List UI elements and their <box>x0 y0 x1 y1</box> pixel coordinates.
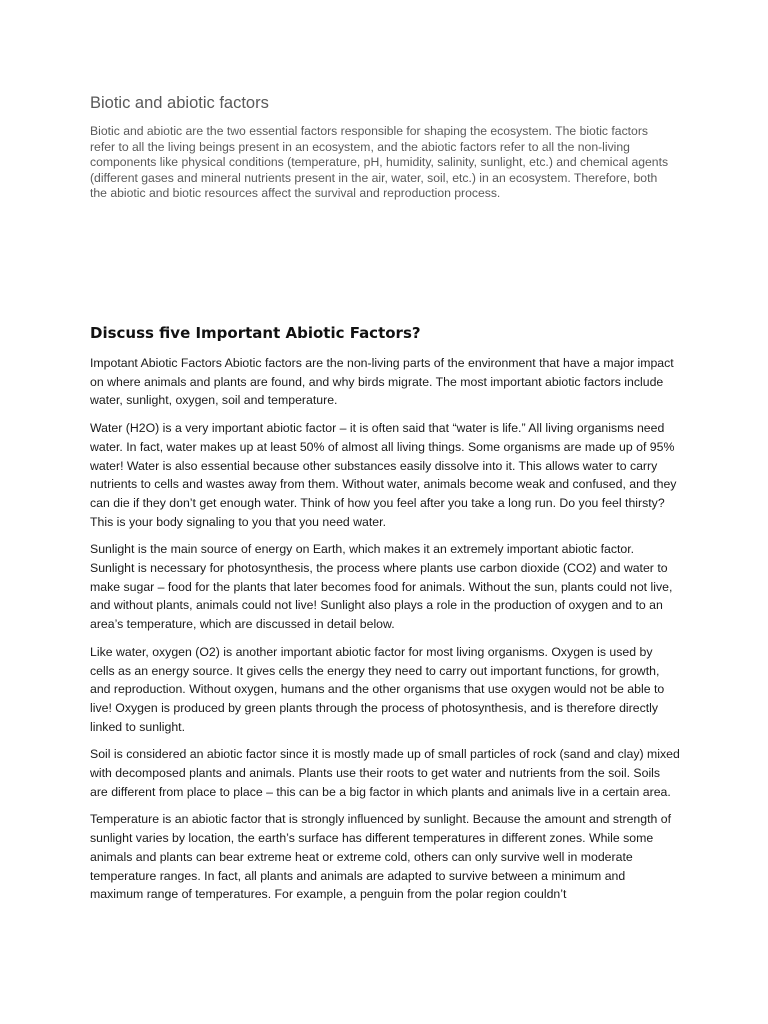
paragraph-oxygen: Like water, oxygen (O2) is another important abiotic factor for most living organisms. Oxygen is used by cells as an energy source. It gives cells the energy they need to carry out important functions, for growth, and reproduction. Without oxygen, humans and the other organisms that use oxygen would not be able to live! Oxygen is produced by green plants through the process of photosynthesis, and is therefore directly linked to sunlight. <box>90 644 665 734</box>
paragraph-sunlight: Sunlight is the main source of energy on Earth, which makes it an extremely important abiotic factor. Sunlight is necessary for photosynthesis, the process where plants use carbon dioxide (CO2) and water to make sugar – food for the plants that later becomes food for animals. Without the sun, plants could not live, and without plants, animals could not live! Sunlight also plays a role in the production of oxygen and to an area’s temperature, which are discussed in detail below. <box>90 542 673 632</box>
heading-five-abiotic-factors: Discuss five Important Abiotic Factors? <box>90 324 421 342</box>
paragraph-soil: Soil is considered an abiotic factor since it is mostly made up of small particles of rock (sand and clay) mixed with decomposed plants and animals. Plants use their roots to get water and nutrients from the soil. Soils are different from place to place – this can be a big factor in which plants and animals live in a certain area. <box>90 747 680 799</box>
paragraph-water: Water (H2O) is a very important abiotic factor – it is often said that “water is life.” All living organisms need water. In fact, water makes up at least 50% of almost all living things. Some organisms are made up of 95% water! Water is also essential because other substances easily dissolve into it. This allows water to carry nutrients to cells and wastes away from them. Without water, animals become weak and confused, and they can die if they don’t get enough water. Think of how you feel after you take a long run. Do you feel thirsty? This is your body signaling to you that you need water. <box>90 421 677 529</box>
abiotic-factors-section <box>90 322 680 913</box>
intro-paragraph: Biotic and abiotic are the two essential factors responsible for shaping the ecosystem. The biotic factors refer to all the living beings present in an ecosystem, and the abiotic factors refer to all the non-living components like physical conditions (temperature, pH, humidity, salinity, sunlight, etc.) and chemical agents (different gases and mineral nutrients present in the air, water, soil, etc.) in an ecosystem. Therefore, both the abiotic and biotic resources affect the survival and reproduction process. <box>90 124 669 201</box>
heading-biotic-abiotic: Biotic and abiotic factors <box>90 94 269 112</box>
paragraph-temperature: Temperature is an abiotic factor that is strongly influenced by sunlight. Because the amount and strength of sunlight varies by location, the earth’s surface has different temperatures in different zones. While some animals and plants can bear extreme heat or extreme cold, others can only survive well in moderate temperature ranges. In fact, all plants and animals are adapted to survive between a minimum and maximum range of temperatures. For example, a penguin from the polar region couldn’t <box>90 812 672 902</box>
intro-section <box>90 92 670 202</box>
paragraph-overview: Impotant Abiotic Factors Abiotic factors are the non-living parts of the environment that have a major impact on where animals and plants are found, and why birds migrate. The most important abiotic factors include water, sunlight, oxygen, soil and temperature. <box>90 356 674 408</box>
